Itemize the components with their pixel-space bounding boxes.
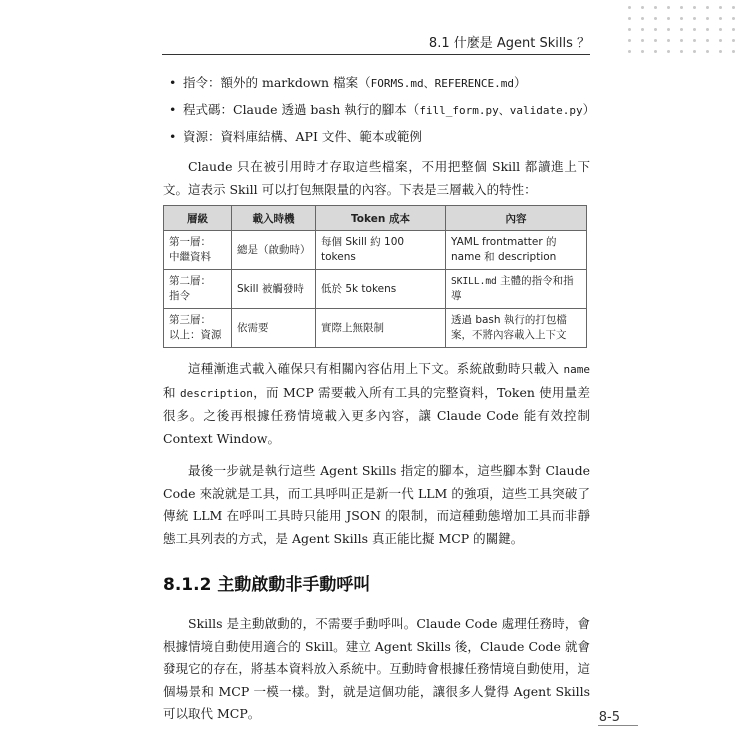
decorative-dot [719,39,722,42]
bullet-text: 資源：資料庫結構、API 文件、範本或範例 [183,129,422,144]
decorative-dot [667,17,670,20]
text-run: 這種漸進式載入確保只有相關內容佔用上下文。系統啟動時只載入 [188,361,564,376]
decorative-dot [641,28,644,31]
decorative-dot [654,17,657,20]
cell-timing: 總是（啟動時） [232,231,316,270]
text-run: ，而 MCP 需要載入所有工具的完整資料，Token 使用量差很多。之後再根據任務情境載入更多內容，讓 Claude Code 能有效控制 Context Window。 [163,384,590,446]
decorative-dot [654,6,657,9]
decorative-dot [719,17,722,20]
decorative-dot [706,28,709,31]
decorative-dot [641,50,644,53]
decorative-dot [732,6,735,9]
decorative-dot [641,39,644,42]
content-code: SKILL.md [451,276,497,287]
cell-timing: Skill 被觸發時 [232,270,316,309]
decorative-dot [667,50,670,53]
header-rule [162,54,590,55]
running-head: 8.1 什麼是 Agent Skills ？ [428,36,590,51]
inline-code: name [563,363,590,376]
decorative-dot [732,17,735,20]
cell-level [164,309,232,348]
level-line: 中繼資料 [169,251,211,263]
bullet-item-instructions [163,70,590,97]
table-header-row [164,206,587,231]
section-title: 主動啟動非手動呼叫 [217,575,371,595]
decorative-dot [693,28,696,31]
decorative-dot [628,50,631,53]
bullet-item-code [163,97,596,124]
cell-level [164,270,232,309]
table-row [164,231,587,270]
table-row [164,309,587,348]
decorative-dot [680,50,683,53]
bullet-tail: ） [582,102,596,117]
decorative-dot [654,39,657,42]
decorative-dot [641,6,644,9]
paragraph-auto-activation: Skills 是主動啟動的，不需要手動呼叫。Claude Code 處理任務時，會根據情境自動使用適合的 Skill。建立 Agent Skills 後，Claude Code 就會發現它的存在，將基本資料放入系統中。互動時會根據任務情境自動使用，這個場景和 MCP 一模一樣。對，就是這個功能，讓很多人覺得 Agent Skills 可以取代 MCP。 [163,616,590,721]
level-line: 第三層： [169,314,211,326]
header-cost: Token 成本 [316,206,446,231]
decorative-dot [732,50,735,53]
level-line: 以上：資源 [169,329,222,341]
section-number: 8.1.2 [163,575,212,595]
decorative-dot [719,6,722,9]
level-line: 指令 [169,290,190,302]
decorative-dot [628,17,631,20]
paragraph-file-access: Claude 只在被引用時才存取這些檔案，不用把整個 Skill 都讀進上下文。這表示 Skill 可以打包無限量的內容。下表是三層載入的特性： [163,159,590,197]
decorative-dot [680,28,683,31]
content-text: 主體的指令和指導 [451,275,574,302]
cell-content [446,270,587,309]
decorative-dot [693,50,696,53]
decorative-dot [732,39,735,42]
cell-level [164,231,232,270]
decorative-dot [706,6,709,9]
decorative-dot [667,28,670,31]
bullet-tail: ） [514,75,527,90]
cell-timing: 依需要 [232,309,316,348]
cell-cost: 每個 Skill 約 100 tokens [316,231,446,270]
bullet-text: 指令：額外的 markdown 檔案（ [183,75,371,90]
paragraph-progressive-loading [163,358,590,450]
decorative-dot [628,28,631,31]
inline-code: description [180,386,253,400]
decorative-dot [732,28,735,31]
decorative-dot [641,17,644,20]
bullet-code: fill_form.py、validate.py [419,104,583,117]
decorative-dot [667,39,670,42]
section-heading [163,570,590,595]
decorative-dot [667,6,670,9]
decorative-dot [719,50,722,53]
decorative-dot [680,6,683,9]
decorative-dot [706,39,709,42]
bullet-code: FORMS.md、REFERENCE.md [370,77,515,90]
loading-levels-table [163,205,587,348]
decorative-dot [706,50,709,53]
page-content [163,70,596,726]
level-line: 第二層： [169,275,211,287]
level-line: 第一層： [169,236,211,248]
decorative-dot [680,17,683,20]
decorative-dot [719,28,722,31]
bullet-list [163,70,596,150]
cell-cost: 實際上無限制 [316,309,446,348]
text-run: 和 [163,384,181,400]
header-content: 內容 [446,206,587,231]
bullet-item-resources [163,124,590,150]
footer-rule [598,725,638,726]
bullet-text: 程式碼：Claude 透過 bash 執行的腳本（ [183,102,420,117]
decorative-dot [706,17,709,20]
header-level: 層級 [164,206,232,231]
cell-content: YAML frontmatter 的 name 和 description [446,231,587,270]
decorative-dot [693,6,696,9]
decorative-dot [680,39,683,42]
header-timing: 載入時機 [232,206,316,231]
cell-cost: 低於 5k tokens [316,270,446,309]
paragraph-scripts-as-tools: 最後一步就是執行這些 Agent Skills 指定的腳本，這些腳本對 Claude Code 來說就是工具，而工具呼叫正是新一代 LLM 的強項，這些工具突破了傳統 LLM 在呼叫工具時只能用 JSON 的限制，而這種動態增加工具而非靜態工具列表的方式，是 Agent Skills 真正能比擬 MCP 的關鍵。 [163,463,590,546]
decorative-dot [693,39,696,42]
table-row [164,270,587,309]
decorative-dot [654,50,657,53]
page-number: 8-5 [598,710,620,725]
decorative-dot [654,28,657,31]
cell-content: 透過 bash 執行的打包檔案，不將內容載入上下文 [446,309,587,348]
decorative-dot [693,17,696,20]
corner-dot-pattern [620,0,750,60]
decorative-dot [628,39,631,42]
decorative-dot [628,6,631,9]
